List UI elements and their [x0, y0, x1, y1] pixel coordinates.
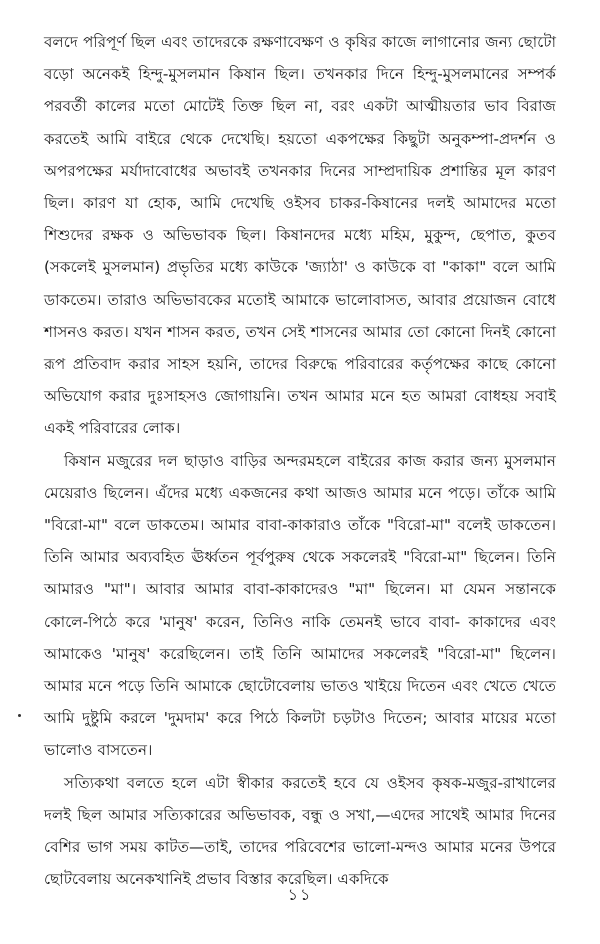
page-number: ১১	[287, 885, 313, 904]
margin-dot	[18, 714, 21, 717]
body-text	[44, 26, 556, 895]
paragraph-1: বলদে পরিপূর্ণ ছিল এবং তাদেরকে রক্ষণাবেক্ষণ ও কৃষির কাজে লাগানোর জন্য ছোটো বড়ো অনেকই হিন্দু-মুসলমান কিষান ছিল। তখনকার দিনে হিন্দু-মুসলমানের সম্পর্ক পরবর্তী কালের মতো মোটেই তিক্ত ছিল না, বরং একটা আত্মীয়তার ভাব বিরাজ করতেই আমি বাইরে থেকে দেখেছি। হয়তো একপক্ষের কিছুটা অনুকম্পা-প্রদর্শন ও অপরপক্ষের মর্যাদাবোধের অভাবই তখনকার দিনের সাম্প্রদায়িক প্রশান্তির মূল কারণ ছিল। কারণ যা হোক, আমি দেখেছি ওইসব চাকর-কিষানের দলই আমাদের মতো শিশুদের রক্ষক ও অভিভাবক ছিল। কিষানদের মধ্যে মহিম, মুকুন্দ, ছেপাত, কুতব (সকলেই মুসলমান) প্রভৃতির মধ্যে কাউকে 'জ্যাঠা' ও কাউকে বা "কাকা" বলে আমি ডাকতেম। তারাও অভিভাবকের মতোই আমাকে ভালোবাসত, আবার প্রয়োজন বোধে শাসনও করত। যখন শাসন করত, তখন সেই শাসনের আমার তো কোনো দিনই কোনো রূপ প্রতিবাদ করার সাহস হয়নি, তাদের বিরুদ্ধে পরিবারের কর্তৃপক্ষের কাছে কোনো অভিযোগ করার দুঃসাহসও জোগায়নি। তখন আমার মনে হত আমরা বোধহয় সবাই একই পরিবারের লোক।	[44, 33, 556, 438]
paragraph-3: সত্যিকথা বলতে হলে এটা স্বীকার করতেই হবে যে ওইসব কৃষক-মজুর-রাখালের দলই ছিল আমার সত্যিকারের অভিভাবক, বন্ধু ও সখা,—এদের সাথেই আমার দিনের বেশির ভাগ সময় কাটত—তাই, তাদের পরিবেশের ভালো-মন্দও আমার মনের উপরে ছোটবেলায় অনেকখানিই প্রভাব বিস্তার করেছিল। একদিকে	[44, 773, 556, 889]
paragraph-2: কিষান মজুরের দল ছাড়াও বাড়ির অন্দরমহলে বাইরের কাজ করার জন্য মুসলমান মেয়েরাও ছিলেন। এঁদের মধ্যে একজনের কথা আজও আমার মনে পড়ে। তাঁকে আমি "বিরো-মা" বলে ডাকতেম। আমার বাবা-কাকারাও তাঁকে "বিরো-মা" বলেই ডাকতেন। তিনি আমার অব্যবহিত ঊর্ধ্বতন পূর্বপুরুষ থেকে সকলেরই "বিরো-মা" ছিলেন। তিনি আমারও "মা"। আবার আমার বাবা-কাকাদেরও "মা" ছিলেন। মা যেমন সন্তানকে কোলে-পিঠে করে 'মানুষ' করেন, তিনিও নাকি তেমনই ভাবে বাবা- কাকাদের এবং আমাকেও 'মানুষ' করেছিলেন। তাই তিনি আমাদের সকলেরই "বিরো-মা" ছিলেন। আমার মনে পড়ে তিনি আমাকে ছোটোবেলায় ভাতও খাইয়ে দিতেন এবং খেতে খেতে আমি দুষ্টুমি করলে 'দুমদাম' করে পিঠে কিলটা চড়টাও দিতেন; আবার মায়ের মতো ভালোও বাসতেন।	[44, 451, 556, 760]
